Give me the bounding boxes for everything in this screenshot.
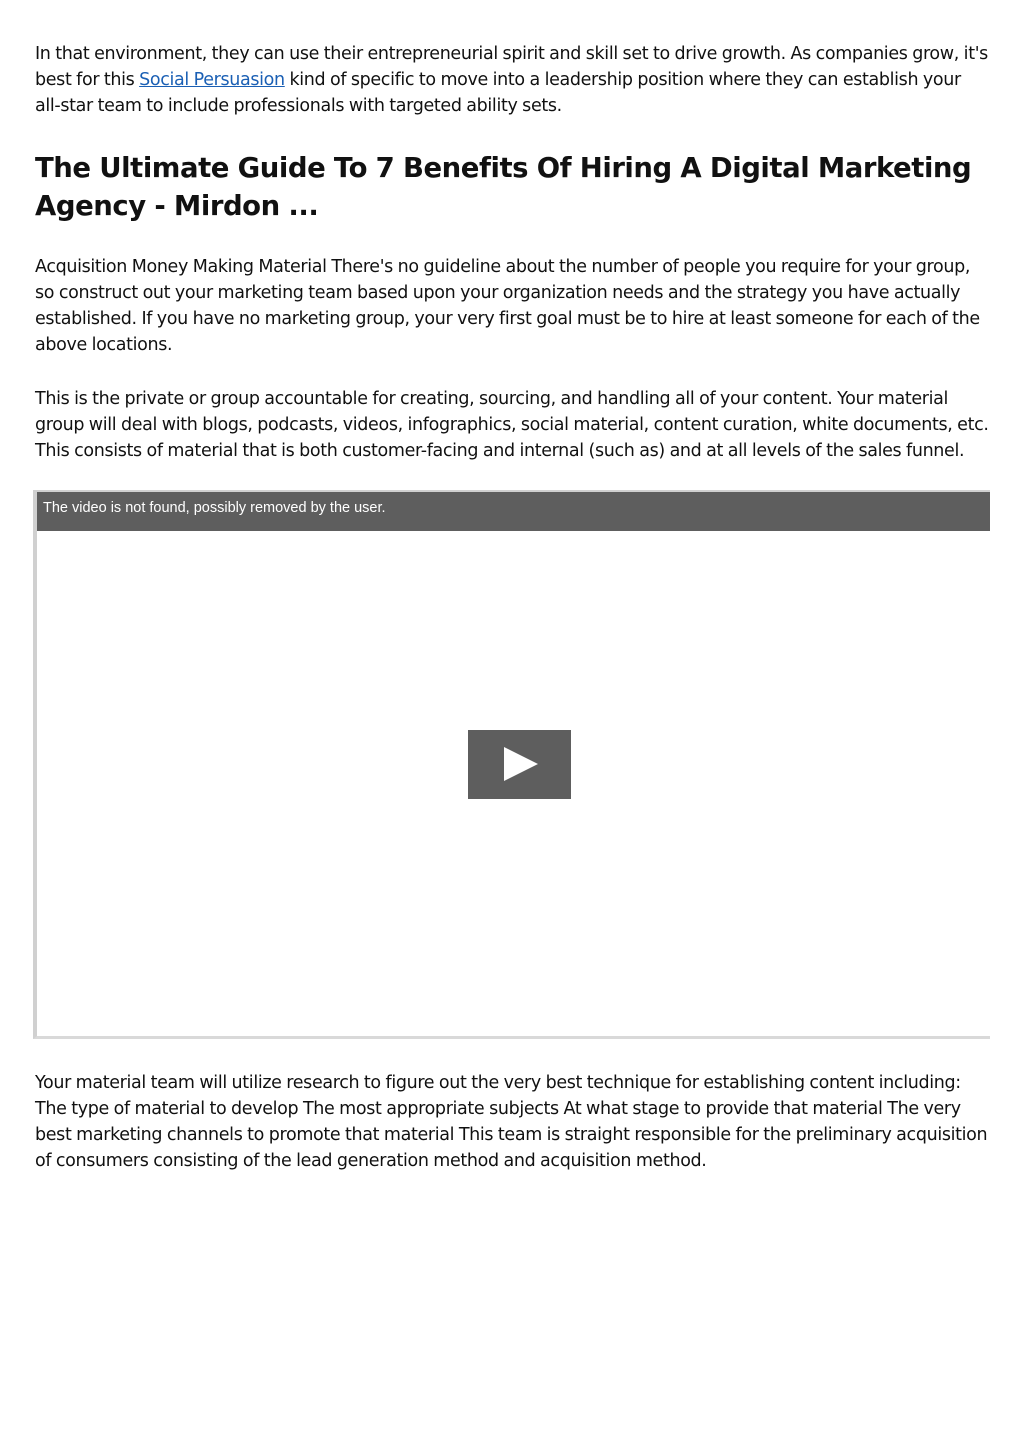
body-paragraph-3: Your material team will utilize research to figure out the very best technique for establishing content including: The type of material to develop The most appropriate subjects At what stage to provide that material The very best marketing channels to promote that material This team is straight responsible for the preliminary acquisition of consumers consisting of the lead generation method and acquisition method.	[35, 1073, 988, 1171]
play-icon	[504, 747, 538, 781]
play-button[interactable]	[468, 730, 571, 799]
intro-text-after-link: kind of specific to move into a leadership position where they can establish your all-star team to include professionals with targeted ability sets.	[35, 70, 961, 116]
intro-paragraph	[35, 41, 990, 119]
article-heading: The Ultimate Guide To 7 Benefits Of Hiring A Digital Marketing Agency - Mirdon ...	[35, 152, 972, 222]
intro-text-before-link: In that environment, they can use their entrepreneurial spirit and skill set to drive growth. As companies grow, it's best for this	[35, 44, 988, 90]
video-embed[interactable]	[33, 490, 990, 1039]
video-error-message: The video is not found, possibly removed by the user.	[43, 500, 386, 516]
video-title-bar	[37, 492, 990, 531]
body-paragraph-2: This is the private or group accountable for creating, sourcing, and handling all of your content. Your material group will deal with blogs, podcasts, videos, infographics, social material, content curation, white documents, etc. This consists of material that is both customer-facing and internal (such as) and at all levels of the sales funnel.	[35, 389, 989, 461]
social-persuasion-link[interactable]: Social Persuasion	[139, 70, 285, 90]
body-paragraph-1: Acquisition Money Making Material There's no guideline about the number of people you require for your group, so construct out your marketing team based upon your organization needs and the strategy you have actually established. If you have no marketing group, your very first goal must be to hire at least someone for each of the above locations.	[35, 257, 980, 355]
